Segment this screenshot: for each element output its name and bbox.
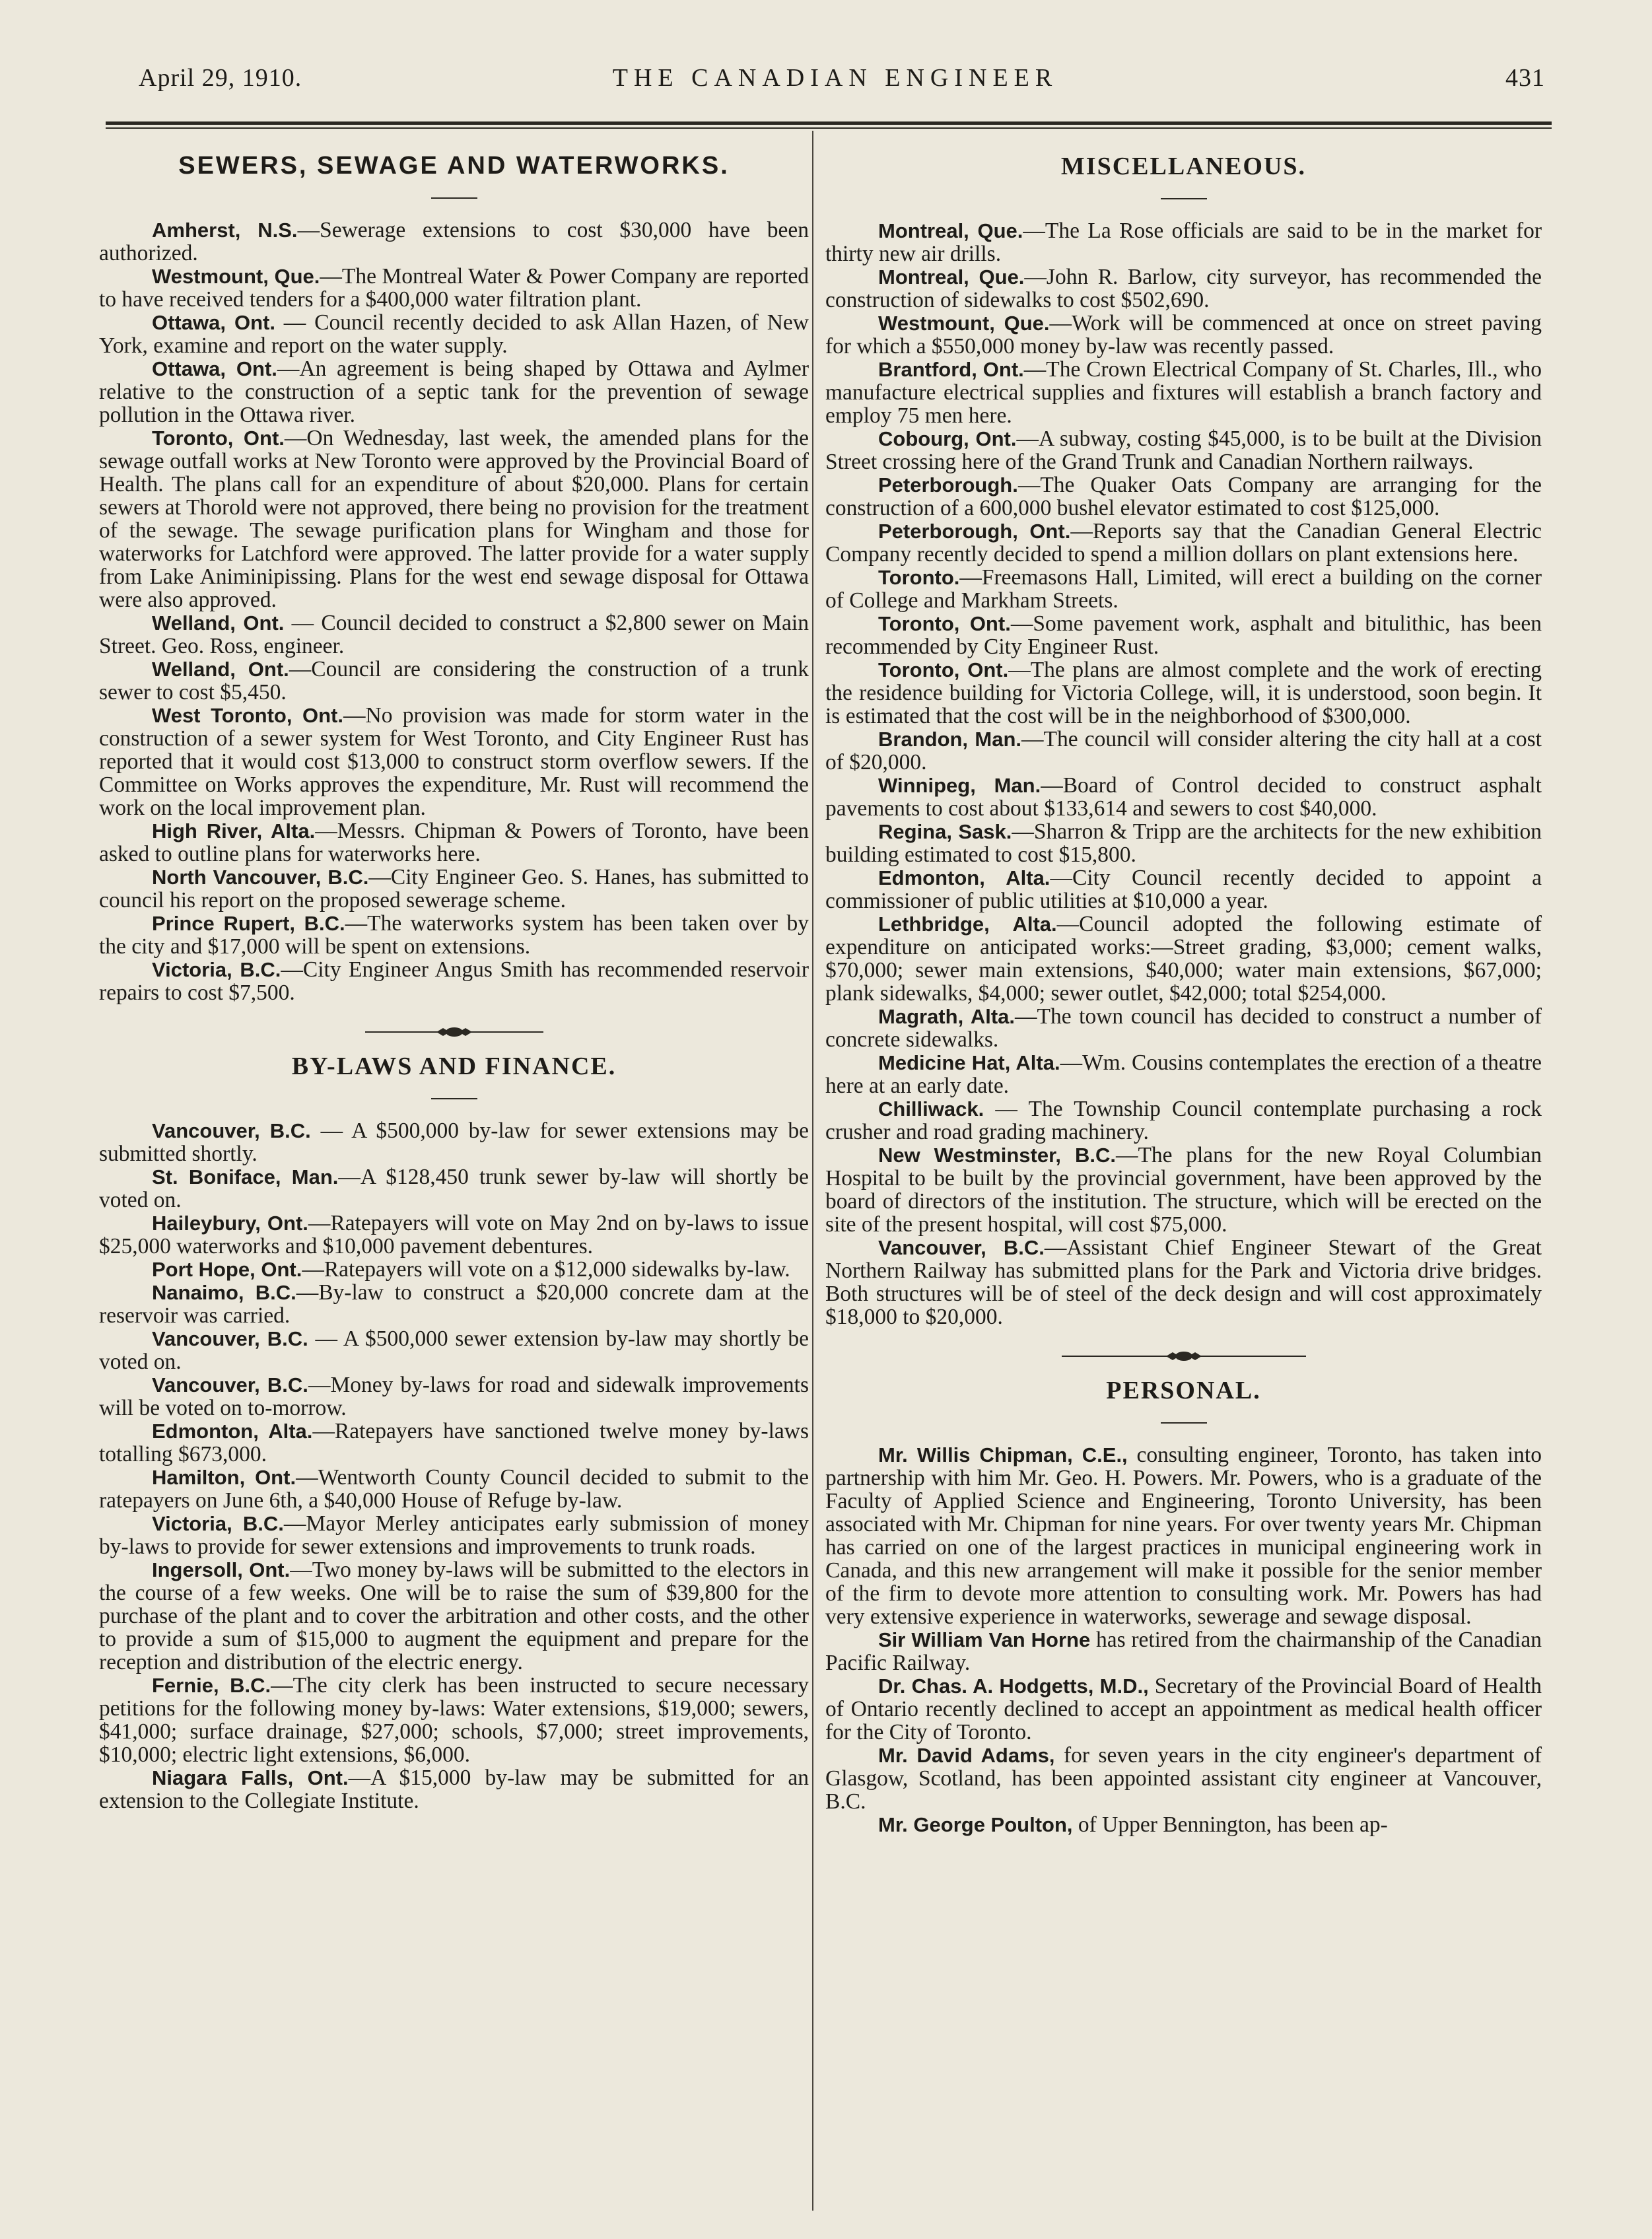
news-items-sewers xyxy=(99,219,809,1004)
news-item-text: —Reports say that the Canadian General Electric Company recently decided to spend a million dollars on plant extensions here. xyxy=(825,519,1542,567)
news-item-text: —A $128,450 trunk sewer by-law will shortly be voted on. xyxy=(99,1165,809,1212)
news-items-bylaws xyxy=(99,1119,809,1812)
news-item-place: Peterborough. xyxy=(878,473,1018,497)
news-item-text: —A $15,000 by-law may be submitted for an extension to the Collegiate Institute. xyxy=(99,1766,809,1813)
news-item-place: St. Boniface, Man. xyxy=(152,1165,339,1188)
news-item-place: West Toronto, Ont. xyxy=(152,704,343,727)
news-item-place: Ottawa, Ont. xyxy=(152,357,277,380)
news-item-text: —Board of Control decided to construct asphalt pavements to cost about $133,614 and sewers to cost $40,000. xyxy=(825,773,1542,821)
news-item-place: Brantford, Ont. xyxy=(878,358,1024,381)
news-item xyxy=(825,1097,1542,1144)
news-item-text: —The La Rose officials are said to be in the market for thirty new air drills. xyxy=(825,219,1542,266)
news-item-place: Montreal, Que. xyxy=(878,219,1023,242)
news-item xyxy=(825,1813,1542,1836)
news-item-place: Haileybury, Ont. xyxy=(152,1212,308,1235)
news-item-place: Welland, Ont. xyxy=(152,611,285,635)
news-item-text: —A subway, costing $45,000, is to be built at the Division Street crossing here of the Grand Trunk and Canadian Northern railways. xyxy=(825,427,1542,474)
news-item-text: —John R. Barlow, city surveyor, has recommended the construction of sidewalks to cost $502,690. xyxy=(825,265,1542,312)
news-item xyxy=(99,1281,809,1327)
news-item-place: Westmount, Que. xyxy=(878,312,1050,335)
news-item-text: —Ratepayers will vote on May 2nd on by-laws to issue $25,000 waterworks and $10,000 pavement debentures. xyxy=(99,1211,809,1258)
news-item xyxy=(99,1119,809,1165)
news-item-text: —Sharron & Tripp are the architects for the new exhibition building estimated to cost $15,800. xyxy=(825,819,1542,867)
news-item-text: —Two money by-laws will be submitted to the electors in the course of a few weeks. One will be to raise the sum of $39,800 for the purchase of the plant and to cover the arbitration and other costs, and the other to provide a sum of $15,000 to augment the equipment and prepare for the reception and distribution of the electric energy. xyxy=(99,1558,809,1674)
news-item xyxy=(825,520,1542,566)
news-item xyxy=(99,1766,809,1812)
news-items-misc xyxy=(825,219,1542,1328)
news-item-text: — Council recently decided to ask Allan Hazen, of New York, examine and report on the water supply. xyxy=(99,310,809,358)
news-item-place: Brandon, Man. xyxy=(878,728,1022,751)
news-item-place: Mr. Willis Chipman, C.E., xyxy=(878,1443,1128,1466)
page-number: 431 xyxy=(1505,64,1545,92)
news-item-text: —Money by-laws for road and sidewalk improvements will be voted on to-morrow. xyxy=(99,1373,809,1420)
news-item-text: —Council are considering the construction of a trunk sewer to cost $5,450. xyxy=(99,657,809,705)
news-item-place: North Vancouver, B.C. xyxy=(152,866,369,889)
news-item xyxy=(825,1674,1542,1744)
news-item xyxy=(825,265,1542,312)
news-item-text: —An agreement is being shaped by Ottawa and Aylmer relative to the construction of a septic tank for the prevention of sewage pollution in the Ottawa river. xyxy=(99,357,809,427)
news-item-place: Welland, Ont. xyxy=(152,658,289,681)
news-item xyxy=(99,1466,809,1512)
news-item-text: for seven years in the city engineer's department of Glasgow, Scotland, has been appointed assistant city engineer at Vancouver, B.C. xyxy=(825,1743,1542,1814)
news-item-place: Vancouver, B.C. xyxy=(152,1373,308,1396)
news-item-place: Port Hope, Ont. xyxy=(152,1258,302,1281)
news-item-place: Nanaimo, B.C. xyxy=(152,1281,296,1304)
news-item xyxy=(99,611,809,658)
news-item-text: —Messrs. Chipman & Powers of Toronto, have been asked to outline plans for waterworks here. xyxy=(99,819,809,866)
news-item xyxy=(825,473,1542,520)
news-item xyxy=(825,728,1542,774)
news-item xyxy=(99,1327,809,1373)
news-item-text: —The town council has decided to construct a number of concrete sidewalks. xyxy=(825,1004,1542,1052)
ornament-divider xyxy=(825,1350,1542,1363)
news-item-text: —Freemasons Hall, Limited, will erect a building on the corner of College and Markham Streets. xyxy=(825,565,1542,613)
title-rule xyxy=(431,1098,477,1099)
news-item-place: Vancouver, B.C. xyxy=(878,1236,1045,1259)
news-item xyxy=(825,1628,1542,1674)
news-item xyxy=(825,1144,1542,1236)
news-item xyxy=(99,219,809,265)
news-item-place: Lethbridge, Alta. xyxy=(878,913,1057,936)
title-rule xyxy=(431,197,477,199)
news-item-text: —Council adopted the following estimate of expenditure on anticipated works:—Street grading, $3,000; cement walks, $70,000; sewer main extensions, $40,000; water main extensions, $67,000; plank sidewalks, $4,000; sewer outlet, $42,000; total $254,000. xyxy=(825,912,1542,1006)
news-item-text: —Sewerage extensions to cost $30,000 have been authorized. xyxy=(99,218,809,265)
news-item xyxy=(99,704,809,819)
news-item-place: Dr. Chas. A. Hodgetts, M.D., xyxy=(878,1674,1149,1698)
news-item-text: — A $500,000 sewer extension by-law may shortly be voted on. xyxy=(99,1326,809,1374)
news-item-place: Westmount, Que. xyxy=(152,265,320,288)
news-item-text: —The plans for the new Royal Columbian Hospital to be built by the provincial government, have been approved by the board of directors of the institution. The structure, which will be erected on the site of the present hospital, will cost $75,000. xyxy=(825,1143,1542,1237)
section-sewers xyxy=(99,152,809,1004)
news-item xyxy=(825,612,1542,658)
issue-date: April 29, 1910. xyxy=(139,64,302,92)
journal-title: THE CANADIAN ENGINEER xyxy=(612,64,1058,92)
news-item xyxy=(825,774,1542,820)
news-item-place: Toronto, Ont. xyxy=(878,612,1011,635)
news-item-place: High River, Alta. xyxy=(152,819,316,843)
news-item-place: Peterborough, Ont. xyxy=(878,520,1071,543)
news-item-text: —Wm. Cousins contemplates the erection of a theatre here at an early date. xyxy=(825,1051,1542,1098)
news-item-text: —City Council recently decided to appoint a commissioner of public utilities at $10,000 a year. xyxy=(825,866,1542,913)
news-item-place: Prince Rupert, B.C. xyxy=(152,912,345,935)
news-item-text: —Some pavement work, asphalt and bitulithic, has been recommended by City Engineer Rust. xyxy=(825,611,1542,659)
news-item xyxy=(825,1744,1542,1813)
news-item xyxy=(825,1005,1542,1051)
header-rule-thick xyxy=(106,121,1552,125)
news-item-place: Niagara Falls, Ont. xyxy=(152,1766,349,1789)
section-title-misc: MISCELLANEOUS. xyxy=(1060,153,1307,180)
news-item-place: Toronto, Ont. xyxy=(152,427,285,450)
title-rule xyxy=(1161,1422,1207,1424)
news-item xyxy=(825,866,1542,913)
news-item-place: Edmonton, Alta. xyxy=(878,866,1050,889)
news-item-text: — The Township Council contemplate purchasing a rock crusher and road grading machinery. xyxy=(825,1097,1542,1144)
news-item-text: —On Wednesday, last week, the amended plans for the sewage outfall works at New Toronto were approved by the Provincial Board of Health. The plans call for an expenditure of about $20,000. Plans for certain sewers at Thorold were not approved, there being no provision for the treatment of the sewage. The sewage purification plans for Wingham and those for waterworks for Latchford were approved. The latter provide for a water supply from Lake Animinipissing. Plans for the west end sewage disposal for Ottawa were also approved. xyxy=(99,426,809,612)
news-item-place: Hamilton, Ont. xyxy=(152,1466,296,1489)
news-item-text: —City Engineer Geo. S. Hanes, has submitted to council his report on the proposed sewerage scheme. xyxy=(99,865,809,913)
news-item-text: —Assistant Chief Engineer Stewart of the Great Northern Railway has submitted plans for the Park and Victoria drive bridges. Both structures will be of steel of the deck design and will cost approximately $18,000 to $20,000. xyxy=(825,1235,1542,1329)
news-item xyxy=(99,1258,809,1281)
news-item-place: Ottawa, Ont. xyxy=(152,311,275,334)
news-item-place: Montreal, Que. xyxy=(878,265,1025,289)
news-item xyxy=(99,427,809,611)
news-item-text: —The city clerk has been instructed to secure necessary petitions for the following money by-laws: Water extensions, $19,000; sewers, $41,000; surface drainage, $27,000; schools, $7,000; street improvements, $10,000; electric light extensions, $6,000. xyxy=(99,1673,809,1767)
news-item-text: — A $500,000 by-law for sewer extensions may be submitted shortly. xyxy=(99,1119,809,1166)
news-item xyxy=(99,1558,809,1674)
news-item xyxy=(99,1212,809,1258)
news-item-text: consulting engineer, Toronto, has taken into partnership with him Mr. Geo. H. Powers. Mr. Powers, who is a graduate of the Faculty of Applied Science and Engineering, Toronto University, has been associated with Mr. Chipman for nine years. For over twenty years Mr. Chipman has carried on one of the largest practices in municipal engineering work in Canada, and this new arrangement will make it possible for the senior member of the firm to devote more attention to consulting work. Mr. Powers has had very extensive experience in waterworks, sewerage and sewage disposal. xyxy=(825,1443,1542,1629)
news-item-place: Victoria, B.C. xyxy=(152,1512,284,1535)
news-item-place: New Westminster, B.C. xyxy=(878,1144,1116,1167)
news-item xyxy=(825,820,1542,866)
news-item xyxy=(99,912,809,958)
left-column xyxy=(99,139,809,1812)
news-item-text: —The Montreal Water & Power Company are reported to have received tenders for a $400,000 water filtration plant. xyxy=(99,264,809,312)
news-item xyxy=(99,265,809,311)
news-item xyxy=(99,658,809,704)
section-bylaws xyxy=(99,1052,809,1812)
news-item-text: has retired from the chairmanship of the Canadian Pacific Railway. xyxy=(825,1628,1542,1675)
news-item-place: Cobourg, Ont. xyxy=(878,427,1017,450)
news-item xyxy=(99,1165,809,1212)
news-item-place: Amherst, N.S. xyxy=(152,219,298,242)
news-item-place: Ingersoll, Ont. xyxy=(152,1558,291,1581)
news-item xyxy=(825,358,1542,427)
news-item-text: — Council decided to construct a $2,800 sewer on Main Street. Geo. Ross, engineer. xyxy=(99,611,809,658)
news-item-text: —Work will be commenced at once on street paving for which a $550,000 money by-law was recently passed. xyxy=(825,311,1542,359)
news-item-text: of Upper Bennington, has been ap- xyxy=(1072,1812,1388,1837)
news-item xyxy=(825,658,1542,728)
news-item xyxy=(99,1674,809,1766)
news-item-text: —The plans are almost complete and the work of erecting the residence building for Victoria College, will, it is understood, soon begin. It is estimated that the cost will be in the neighborhood of $300,000. xyxy=(825,658,1542,728)
news-item-place: Chilliwack. xyxy=(878,1097,984,1120)
news-item xyxy=(825,1051,1542,1097)
news-item-place: Regina, Sask. xyxy=(878,820,1012,843)
news-item-text: —The waterworks system has been taken over by the city and $17,000 will be spent on extensions. xyxy=(99,911,809,959)
news-item xyxy=(825,1236,1542,1328)
news-item-text: —The Quaker Oats Company are arranging for the construction of a 600,000 bushel elevator estimated to cost $125,000. xyxy=(825,473,1542,520)
news-item xyxy=(825,1443,1542,1628)
news-item-text: —Ratepayers will vote on a $12,000 sidewalks by-law. xyxy=(302,1257,790,1282)
right-column xyxy=(825,139,1542,1836)
news-item-text: —No provision was made for storm water in the construction of a sewer system for West Toronto, and City Engineer Rust has reported that it would cost $13,000 to construct storm overflow sewers. If the Committee on Works approves the expenditure, Mr. Rust will recommend the work on the local improvement plan. xyxy=(99,703,809,820)
news-item-place: Fernie, B.C. xyxy=(152,1674,271,1697)
news-item-place: Victoria, B.C. xyxy=(152,958,281,981)
news-item-place: Toronto, Ont. xyxy=(878,658,1009,681)
news-item xyxy=(825,913,1542,1005)
news-item-place: Sir William Van Horne xyxy=(878,1628,1091,1651)
news-item xyxy=(99,357,809,427)
ornament-divider xyxy=(99,1025,809,1039)
news-item xyxy=(99,1512,809,1558)
title-rule xyxy=(1161,198,1207,199)
news-item-place: Vancouver, B.C. xyxy=(152,1119,311,1142)
section-personal xyxy=(825,1376,1542,1836)
news-item xyxy=(825,427,1542,473)
news-item xyxy=(99,819,809,866)
news-item xyxy=(99,311,809,357)
news-item-place: Mr. George Poulton, xyxy=(878,1813,1073,1836)
news-item xyxy=(99,866,809,912)
header-rule-thin xyxy=(106,127,1552,129)
news-item-place: Edmonton, Alta. xyxy=(152,1420,313,1443)
section-title-sewers: SEWERS, SEWAGE AND WATERWORKS. xyxy=(178,152,730,180)
news-item-place: Winnipeg, Man. xyxy=(878,774,1041,797)
news-item-text: —Ratepayers have sanctioned twelve money by-laws totalling $673,000. xyxy=(99,1419,809,1466)
news-item xyxy=(825,312,1542,358)
news-item xyxy=(825,566,1542,612)
news-item-text: —City Engineer Angus Smith has recommended reservoir repairs to cost $7,500. xyxy=(99,957,809,1005)
news-item-place: Magrath, Alta. xyxy=(878,1005,1015,1028)
news-item-text: —The council will consider altering the city hall at a cost of $20,000. xyxy=(825,727,1542,775)
section-title-bylaws: BY-LAWS AND FINANCE. xyxy=(291,1052,617,1080)
news-item-place: Vancouver, B.C. xyxy=(152,1327,308,1350)
news-item-text: —Mayor Merley anticipates early submission of money by-laws to provide for sewer extensions and improvements to trunk roads. xyxy=(99,1511,809,1559)
news-item-place: Medicine Hat, Alta. xyxy=(878,1051,1060,1074)
news-item-text: —By-law to construct a $20,000 concrete dam at the reservoir was carried. xyxy=(99,1280,809,1328)
news-item xyxy=(825,219,1542,265)
news-item-place: Toronto. xyxy=(878,566,960,589)
news-item-place: Mr. David Adams, xyxy=(878,1744,1055,1767)
news-item xyxy=(99,1420,809,1466)
news-item xyxy=(99,958,809,1004)
news-items-personal xyxy=(825,1443,1542,1836)
section-misc xyxy=(825,152,1542,1328)
news-item-text: —The Crown Electrical Company of St. Charles, Ill., who manufacture electrical supplies and fixtures will establish a branch factory and employ 75 men here. xyxy=(825,357,1542,428)
news-item xyxy=(99,1373,809,1420)
section-title-personal: PERSONAL. xyxy=(1106,1377,1261,1404)
page-header xyxy=(125,63,1545,103)
news-item-text: —Wentworth County Council decided to submit to the ratepayers on June 6th, a $40,000 House of Refuge by-law. xyxy=(99,1465,809,1513)
news-item-text: Secretary of the Provincial Board of Health of Ontario recently declined to accept an appointment as medical health officer for the City of Toronto. xyxy=(825,1674,1542,1744)
column-divider xyxy=(812,131,813,2211)
